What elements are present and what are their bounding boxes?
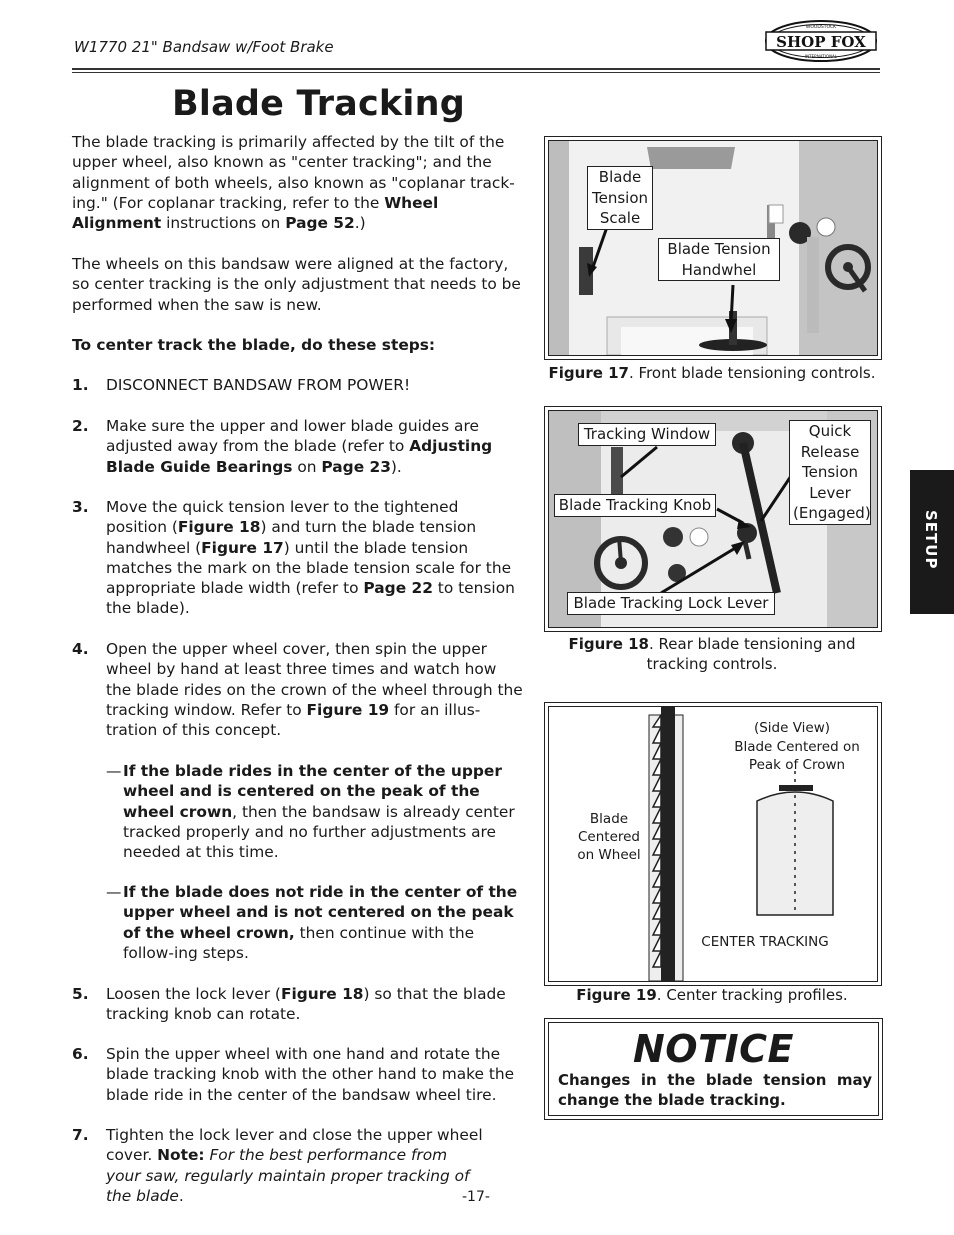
- callout-blade-tension-handwheel: Blade Tension Handwhel: [658, 238, 780, 281]
- callout-blade-tracking-knob: Blade Tracking Knob: [554, 494, 716, 517]
- callout-blade-tracking-lock-lever: Blade Tracking Lock Lever: [567, 592, 775, 615]
- figure-19-crown-label: Blade Centered on Peak of Crown: [734, 739, 860, 773]
- header-rule-thin: [72, 72, 880, 73]
- callout-tracking-window: Tracking Window: [578, 423, 716, 446]
- notice-box: [544, 1018, 883, 1120]
- figure-17: [544, 136, 882, 360]
- header-rule: [72, 68, 880, 70]
- logo-text: SHOP FOX: [776, 33, 866, 51]
- steps-heading: To center track the blade, do these steps:: [72, 336, 436, 354]
- figure-19-wheel-label: Blade Centered on Wheel: [577, 811, 641, 863]
- figure-17-arrow-handwheel: [731, 285, 733, 323]
- intro-paragraph-1: The blade tracking is primarily affected by the tilt of the upper wheel, also known as "center tracking"; and the alignment of both wheels, also known as "coplanar track-ing." (For coplanar tracking, refer to the Wheel Alignment instructions on Page 52.): [72, 133, 515, 233]
- notice-title: NOTICE: [632, 1027, 794, 1071]
- callout-blade-tension-scale: Blade Tension Scale: [587, 166, 653, 230]
- intro-paragraph-2: The wheels on this bandsaw were aligned at the factory, so center tracking is the only adjustment that needs to be performed when the saw is new.: [72, 255, 521, 314]
- notice-body: Changes in the blade tension may change the blade tracking.: [558, 1071, 872, 1110]
- figure-18-caption: Figure 18. Rear blade tensioning and tracking controls.: [568, 635, 856, 673]
- page-title: Blade Tracking: [172, 84, 465, 124]
- logo-small-bottom: INTERNATIONAL: [804, 54, 838, 59]
- callout-quick-release-lever: Quick Release Tension Lever (Engaged): [789, 420, 871, 525]
- figure-19-center-tracking-label: CENTER TRACKING: [701, 934, 829, 950]
- logo-small-top: WOODSTOCK: [805, 25, 837, 30]
- figure-19: [544, 702, 882, 986]
- shop-fox-logo: [764, 18, 878, 64]
- figure-18: [544, 406, 882, 632]
- header-title: W1770 21" Bandsaw w/Foot Brake: [74, 38, 334, 56]
- page-number: -17-: [462, 1189, 490, 1205]
- figure-19-caption: Figure 19. Center tracking profiles.: [576, 986, 848, 1004]
- figure-19-side-view: (Side View): [753, 720, 831, 736]
- section-tab: SETUP: [910, 470, 954, 614]
- figure-17-caption: Figure 17. Front blade tensioning controls.: [548, 364, 876, 382]
